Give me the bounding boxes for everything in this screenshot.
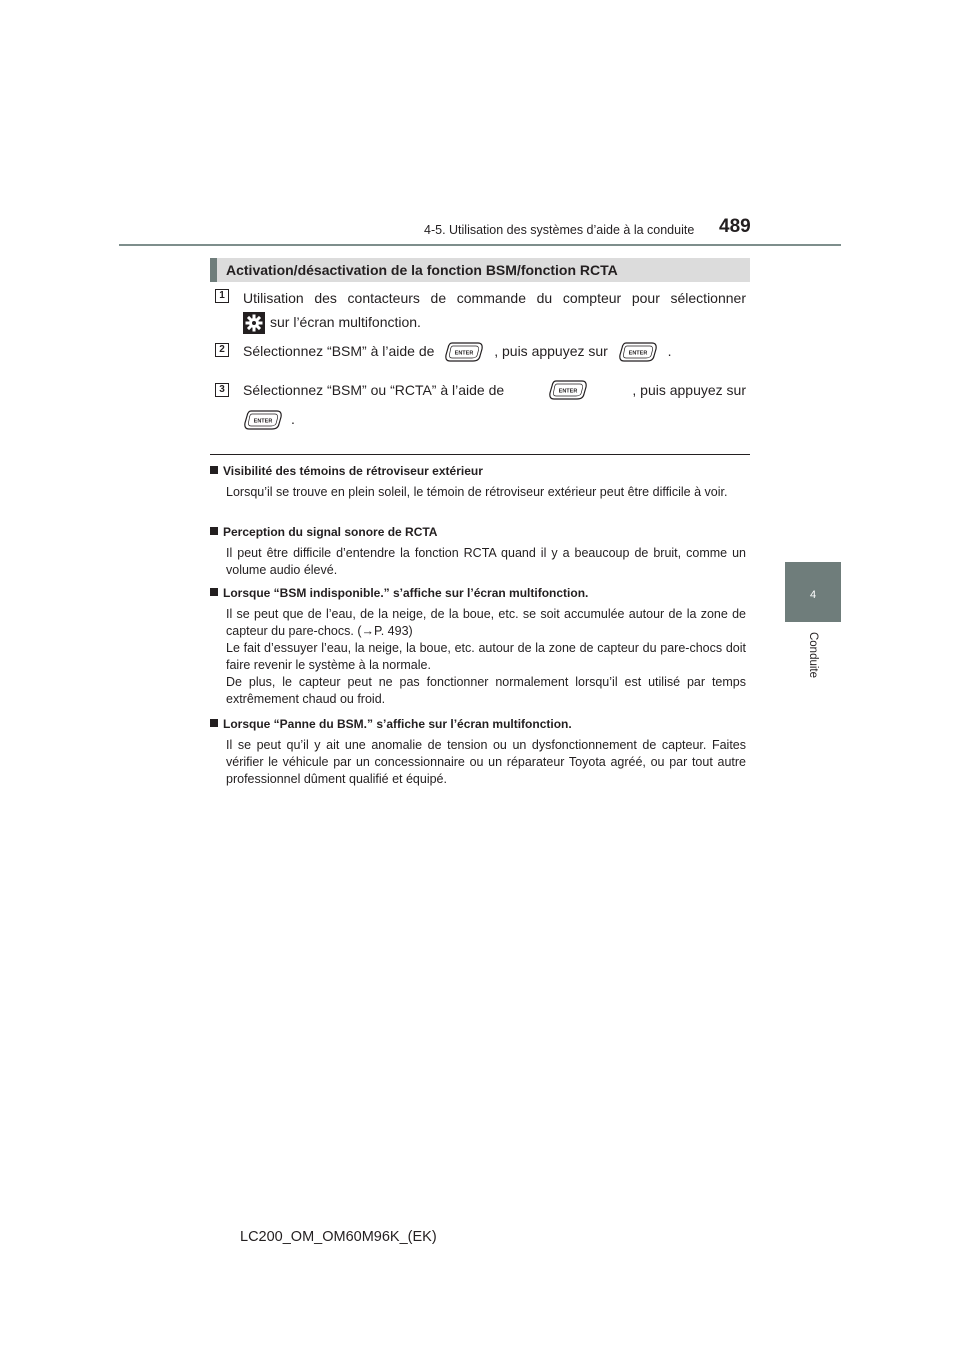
- step-2-text-b: , puis appuyez sur: [494, 343, 608, 359]
- bullet-square-icon: [210, 588, 218, 596]
- note-2: [210, 524, 746, 579]
- note-2-title-text: Perception du signal sonore de RCTA: [223, 525, 438, 539]
- step-badge-3: 3: [215, 383, 229, 397]
- step-1-line1: Utilisation des contacteurs de commande du compteur pour sélectionner: [243, 290, 746, 306]
- step-text-3: [243, 379, 746, 431]
- step-text-2: [243, 341, 763, 363]
- step-3-line2: [243, 409, 746, 431]
- note-3-para-1: [226, 606, 746, 640]
- enter-key-label: ENTER: [253, 418, 273, 425]
- gear-icon: [243, 312, 265, 334]
- note-3-body-a: Il se peut que de l’eau, de la neige, de la boue, etc. se soit accumulée autour de la zone de capteur du pare-chocs. (: [226, 607, 746, 638]
- enter-button-icon: [243, 409, 283, 431]
- step-3-line1: [243, 379, 746, 401]
- note-1-title: [210, 463, 746, 479]
- note-1-title-text: Visibilité des témoins de rétroviseur extérieur: [223, 464, 483, 478]
- page-reference-link[interactable]: →P. 493: [361, 624, 409, 638]
- note-3-para-2: Le fait d’essuyer l’eau, la neige, la boue, etc. autour de la zone de capteur du pare-chocs doit faire revenir le système à la normale.: [226, 641, 746, 672]
- bullet-square-icon: [210, 719, 218, 727]
- bullet-square-icon: [210, 466, 218, 474]
- enter-key-label: ENTER: [558, 388, 578, 395]
- step-3-text-c: .: [291, 411, 295, 427]
- enter-switch-icon: [444, 341, 484, 363]
- enter-key-label: ENTER: [455, 350, 474, 357]
- step-2-text-a: Sélectionnez “BSM” à l’aide de: [243, 343, 435, 359]
- page-number: 489: [719, 216, 751, 237]
- enter-key-label: ENTER: [628, 350, 648, 357]
- note-1: [210, 463, 746, 501]
- note-3-body: [226, 606, 746, 708]
- note-3: [210, 585, 746, 708]
- step-1-line2: [243, 312, 746, 334]
- step-2-text-c: .: [667, 343, 672, 359]
- note-4-title: [210, 716, 746, 732]
- note-4-body: Il se peut qu’il y ait une anomalie de tension ou un dysfonctionnement de capteur. Faites vérifier le véhicule par un concessionnaire ou un réparateur Toyota agréé, ou par tout autre professionnel dûment qualifié et équipé.: [226, 738, 746, 786]
- step-1-line2-text: sur l’écran multifonction.: [270, 314, 421, 330]
- note-2-title: [210, 524, 746, 540]
- chapter-label: Conduite: [807, 631, 819, 679]
- note-4-title-text: Lorsque “Panne du BSM.” s’affiche sur l’écran multifonction.: [223, 717, 572, 731]
- note-1-body: Lorsqu’il se trouve en plein soleil, le témoin de rétroviseur extérieur peut être difficile à voir.: [226, 485, 728, 499]
- note-4: [210, 716, 746, 788]
- step-text-1: [243, 288, 746, 334]
- note-3-title: [210, 585, 746, 601]
- chapter-tab: [785, 562, 841, 622]
- section-title: Activation/désactivation de la fonction BSM/fonction RCTA: [226, 262, 618, 278]
- header-rule: [119, 244, 841, 246]
- step-badge-2: 2: [215, 343, 229, 357]
- divider: [210, 454, 750, 455]
- enter-switch-icon: [548, 379, 588, 401]
- chapter-number: 4: [809, 589, 817, 601]
- note-3-para-3: De plus, le capteur peut ne pas fonctionner normalement lorsqu’il est utilisé par temps extrêmement chaud ou froid.: [226, 675, 746, 706]
- header-section-title: 4-5. Utilisation des systèmes d’aide à la conduite: [424, 223, 695, 237]
- bullet-square-icon: [210, 527, 218, 535]
- step-3-text-b: , puis appuyez sur: [632, 381, 746, 398]
- step-3-text-a: Sélectionnez “BSM” ou “RCTA” à l’aide de: [243, 381, 505, 398]
- step-badge-1: 1: [215, 289, 229, 303]
- footer-doc-id: LC200_OM_OM60M96K_(EK): [240, 1229, 437, 1245]
- enter-button-icon: [618, 341, 658, 363]
- note-2-body: Il peut être difficile d’entendre la fonction RCTA quand il y a beaucoup de bruit, comme un volume audio élevé.: [226, 546, 746, 577]
- note-3-title-text: Lorsque “BSM indisponible.” s’affiche sur l’écran multifonction.: [223, 586, 589, 600]
- section-heading-bar: [210, 258, 217, 282]
- note-3-body-b: ): [408, 624, 413, 638]
- section-heading: [210, 258, 750, 282]
